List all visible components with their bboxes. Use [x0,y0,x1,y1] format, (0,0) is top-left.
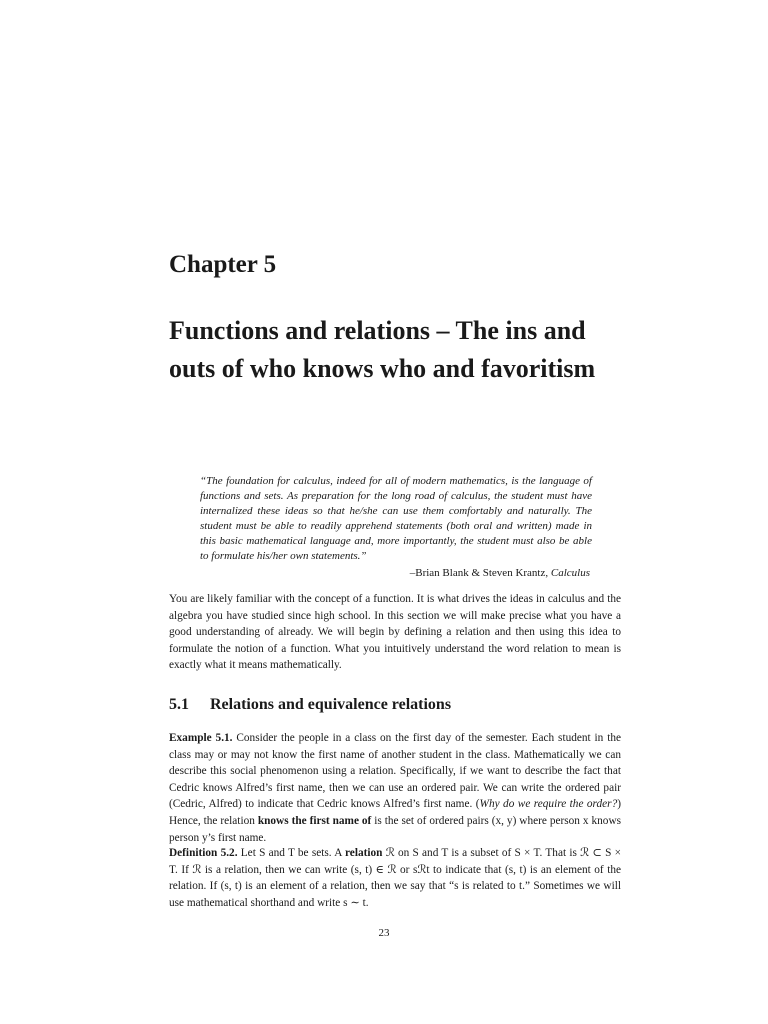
example-text-2: ) Hence, the relation [169,798,621,827]
epigraph-author: –Brian Blank & Steven Krantz, [409,567,551,579]
epigraph-quote: “The foundation for calculus, indeed for all of modern mathematics, is the language of functions and sets. As preparation for the long road of calculus, the student must have internalized these ideas so that he/she can use them comfortably and naturally. The student must be able to readily apprehend statements (both oral and written) made in this basic mathematical language and, more importantly, the student must also be able to formulate his/her own statements.” [200,475,592,562]
example-question: Why do we require the order? [479,798,618,811]
section-heading [169,694,451,716]
example-text-3: is the set of ordered pairs (x, y) where person x knows person y’s first name. [169,814,622,844]
chapter-title: Functions and relations – The ins and outs of who knows who and favoritism [169,316,596,383]
definition-text-2: ℛ on S and T is a subset of S × T. That is ℛ ⊂ S × T. If ℛ is a relation, then we can write (s, t) ∈ ℛ or sℛt to indicate that (s, t) is an element of the relation. If (s, t) is an element of a relation, then we say that “s is related to t.” Sometimes we will use mathematical shorthand and write s ∼ t. [169,847,622,909]
epigraph-book: Calculus [550,567,590,579]
definition-label: Definition 5.2. [169,847,238,859]
definition-text-1: Let S and T be sets. A [237,847,345,859]
section-title: Relations and equivalence relations [210,696,452,713]
epigraph-attribution [200,566,590,581]
example-label: Example 5.1. [169,732,233,744]
section-number: 5.1 [169,696,189,713]
definition-term: relation [345,847,383,859]
page-number: 23 [378,927,390,939]
definition-paragraph [169,845,621,911]
intro-paragraph: You are likely familiar with the concept of a function. It is what drives the ideas in calculus and the algebra you have studied since high school. In this section we will make precise what you have a good understanding of already. We will begin by defining a relation and then using this idea to formulate the notion of a function. What you intuitively understand the word relation to mean is exactly what it means mathematically. [169,593,621,672]
chapter-label: Chapter 5 [169,251,277,278]
example-paragraph [169,730,621,846]
example-text-1: Consider the people in a class on the first day of the semester. Each student in the class may or may not know the first name of another student in the class. Mathematically we can describe this social phenomenon using a relation. Specifically, if we want to describe the fact that Cedric knows Alfred’s first name, then we can use an ordered pair. We can write the ordered pair (Cedric, Alfred) to indicate that Cedric knows Alfred’s first name. ( [169,732,621,811]
example-relation-name: knows the first name of [257,814,372,827]
